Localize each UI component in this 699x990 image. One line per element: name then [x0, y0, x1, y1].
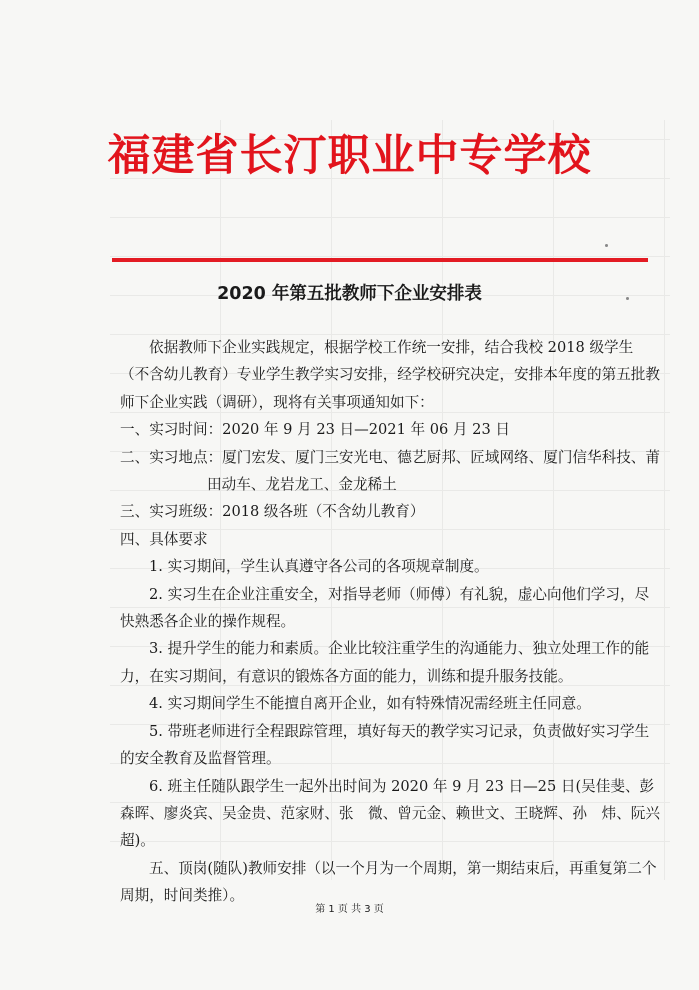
- requirement-4: 4. 实习期间学生不能擅自离开企业，如有特殊情况需经班主任同意。: [149, 695, 591, 713]
- item-time: 一、实习时间：2020 年 9 月 23 日—2021 年 06 月 23 日: [120, 421, 510, 439]
- item-requirements-heading: 四、具体要求: [120, 530, 208, 548]
- document-body: [120, 334, 660, 910]
- requirement-6: 6. 班主任随队跟学生一起外出时间为 2020 年 9 月 23 日—25 日(吴佳斐、彭森晖、廖炎宾、吴金贵、范家财、张 微、曾元金、赖世文、王晓辉、孙 炜、阮兴超)。: [120, 777, 660, 850]
- intro-paragraph: 依据教师下企业实践规定，根据学校工作统一安排，结合我校 2018 级学生（不含幼儿教育）专业学生教学实习安排，经学校研究决定，安排本年度的第五批教师下企业实践（调研），现将有关事项通知如下：: [120, 339, 660, 411]
- school-letterhead: 福建省长汀职业中专学校: [107, 131, 592, 181]
- requirement-3: 3. 提升学生的能力和素质。企业比较注重学生的沟通能力、独立处理工作的能力，在实习期间，有意识的锻炼各方面的能力，训练和提升服务技能。: [120, 640, 650, 685]
- requirement-2: 2. 实习生在企业注重安全，对指导老师（师傅）有礼貌，虚心向他们学习，尽快熟悉各企业的操作规程。: [120, 585, 650, 631]
- letterhead-red-rule: [112, 258, 648, 262]
- requirement-5: 5. 带班老师进行全程跟踪管理，填好每天的教学实习记录，负责做好实习学生的安全教育及监督管理。: [120, 722, 650, 768]
- item-classes: 三、实习班级：2018 级各班（不含幼儿教育）: [120, 503, 425, 521]
- page-footer: 第 1 页 共 3 页: [315, 904, 384, 915]
- section-five: 五、顶岗(随队)教师安排（以一个月为一个周期，第一期结束后，再重复第二个周期，时间类推）。: [120, 859, 657, 905]
- scan-speck: [605, 244, 608, 247]
- scan-speck: [626, 297, 629, 300]
- requirement-1: 1. 实习期间，学生认真遵守各公司的各项规章制度。: [149, 558, 489, 576]
- item-location: 二、实习地点：厦门宏发、厦门三安光电、德艺厨邦、匠域网络、厦门信华科技、莆田动车、龙岩龙工、金龙稀土: [120, 448, 660, 494]
- document-title: 2020 年第五批教师下企业安排表: [217, 284, 482, 304]
